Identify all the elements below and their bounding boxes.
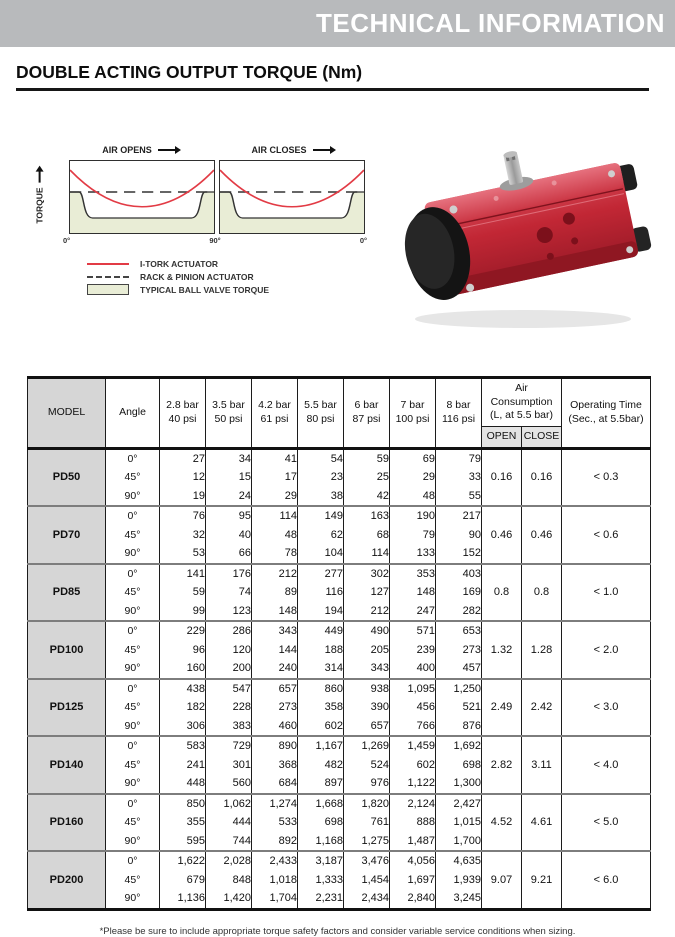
torque-value: 560 [206, 774, 252, 794]
angle-value: 0° [106, 564, 160, 584]
torque-value: 48 [390, 487, 436, 507]
torque-value: 104 [298, 544, 344, 564]
x-label-0deg: 0° [63, 236, 71, 245]
angle-value: 45° [106, 641, 160, 660]
torque-value: 228 [206, 698, 252, 717]
torque-value: 89 [252, 583, 298, 602]
torque-value: 403 [436, 564, 482, 584]
torque-axis-text: TORQUE [34, 187, 45, 224]
legend-item-ball-valve [87, 284, 365, 295]
torque-value: 1,333 [298, 871, 344, 890]
air-opens-panel [69, 160, 215, 234]
torque-value: 1,820 [344, 794, 390, 814]
torque-value: 653 [436, 621, 482, 641]
torque-value: 1,136 [160, 889, 206, 909]
torque-value: 273 [436, 641, 482, 660]
torque-value: 163 [344, 506, 390, 526]
air-opens-curves [70, 161, 214, 233]
torque-value: 273 [252, 698, 298, 717]
torque-value: 2,433 [252, 851, 298, 871]
torque-value: 29 [390, 468, 436, 487]
torque-value: 194 [298, 602, 344, 622]
torque-value: 314 [298, 659, 344, 679]
torque-value: 176 [206, 564, 252, 584]
angle-value: 90° [106, 544, 160, 564]
torque-value: 976 [344, 774, 390, 794]
torque-value: 48 [252, 526, 298, 545]
angle-value: 90° [106, 602, 160, 622]
air-open-value: 1.32 [482, 621, 522, 679]
right-arrow-icon [158, 149, 176, 151]
angle-value: 90° [106, 889, 160, 909]
torque-value: 149 [298, 506, 344, 526]
col-header-angle: Angle [106, 378, 160, 449]
torque-value: 247 [390, 602, 436, 622]
torque-value: 38 [298, 487, 344, 507]
actuator-illustration [395, 133, 657, 335]
torque-value: 449 [298, 621, 344, 641]
legend-label: RACK & PINION ACTUATOR [140, 271, 254, 282]
torque-value: 571 [390, 621, 436, 641]
operating-time-value: < 0.3 [562, 448, 651, 506]
air-close-value: 1.28 [522, 621, 562, 679]
air-closes-curves [220, 161, 364, 233]
air-close-value: 0.8 [522, 564, 562, 622]
torque-value: 12 [160, 468, 206, 487]
torque-value: 698 [298, 813, 344, 832]
model-name-pd100: PD100 [28, 621, 106, 679]
torque-value: 212 [252, 564, 298, 584]
torque-value: 448 [160, 774, 206, 794]
torque-value: 1,167 [298, 736, 344, 756]
col-header-model: MODEL [28, 378, 106, 449]
torque-value: 123 [206, 602, 252, 622]
torque-value: 169 [436, 583, 482, 602]
torque-value: 457 [436, 659, 482, 679]
torque-value: 152 [436, 544, 482, 564]
angle-value: 90° [106, 717, 160, 737]
title-block [16, 62, 675, 91]
legend-item-itork [87, 259, 365, 269]
torque-value: 306 [160, 717, 206, 737]
torque-value: 120 [206, 641, 252, 660]
torque-value: 212 [344, 602, 390, 622]
torque-value: 744 [206, 832, 252, 852]
table-header [28, 378, 651, 449]
operating-time-value: < 5.0 [562, 794, 651, 852]
torque-value: 761 [344, 813, 390, 832]
header-band [0, 0, 675, 47]
col-header-open: OPEN [482, 426, 522, 448]
angle-value: 90° [106, 832, 160, 852]
torque-value: 114 [252, 506, 298, 526]
y-axis-label [35, 170, 45, 223]
table-row [28, 564, 651, 584]
torque-value: 40 [206, 526, 252, 545]
torque-value: 1,459 [390, 736, 436, 756]
torque-value: 1,454 [344, 871, 390, 890]
angle-value: 45° [106, 698, 160, 717]
torque-value: 343 [344, 659, 390, 679]
torque-value: 141 [160, 564, 206, 584]
torque-value: 17 [252, 468, 298, 487]
torque-value: 1,250 [436, 679, 482, 699]
torque-value: 200 [206, 659, 252, 679]
torque-value: 79 [390, 526, 436, 545]
col-header-pressure-5: 6 bar 87 psi [344, 378, 390, 449]
torque-value: 62 [298, 526, 344, 545]
torque-value: 657 [252, 679, 298, 699]
torque-value: 1,062 [206, 794, 252, 814]
torque-value: 27 [160, 448, 206, 468]
torque-value: 4,635 [436, 851, 482, 871]
torque-value: 205 [344, 641, 390, 660]
operating-time-value: < 6.0 [562, 851, 651, 909]
up-arrow-icon [39, 170, 41, 182]
x-label-90deg: 90° [209, 236, 221, 245]
operating-time-value: < 0.6 [562, 506, 651, 564]
torque-value: 1,700 [436, 832, 482, 852]
angle-value: 0° [106, 448, 160, 468]
x-axis-labels [65, 234, 365, 246]
air-closes-label: AIR CLOSES [251, 145, 307, 155]
air-close-value: 0.16 [522, 448, 562, 506]
band-title: TECHNICAL INFORMATION [316, 8, 665, 38]
torque-value: 229 [160, 621, 206, 641]
table-body [28, 448, 651, 909]
torque-value: 68 [344, 526, 390, 545]
torque-value: 239 [390, 641, 436, 660]
legend-item-rack-pinion [87, 272, 365, 282]
air-close-value: 4.61 [522, 794, 562, 852]
torque-value: 29 [252, 487, 298, 507]
torque-value: 76 [160, 506, 206, 526]
page-title: DOUBLE ACTING OUTPUT TORQUE (Nm) [16, 62, 363, 82]
panel-title-air-closes [217, 143, 365, 157]
torque-value: 1,668 [298, 794, 344, 814]
operating-time-value: < 3.0 [562, 679, 651, 737]
torque-value: 190 [390, 506, 436, 526]
col-header-pressure-3: 4.2 bar 61 psi [252, 378, 298, 449]
air-open-value: 0.16 [482, 448, 522, 506]
torque-value: 1,420 [206, 889, 252, 909]
air-open-value: 9.07 [482, 851, 522, 909]
torque-value: 182 [160, 698, 206, 717]
torque-value: 1,269 [344, 736, 390, 756]
torque-value: 888 [390, 813, 436, 832]
angle-value: 45° [106, 583, 160, 602]
model-name-pd125: PD125 [28, 679, 106, 737]
torque-value: 33 [436, 468, 482, 487]
torque-value: 3,245 [436, 889, 482, 909]
torque-value: 368 [252, 756, 298, 775]
torque-value: 1,018 [252, 871, 298, 890]
col-header-operating-time: Operating Time (Sec., at 5.5bar) [562, 378, 651, 449]
plot-area [35, 160, 365, 234]
torque-value: 400 [390, 659, 436, 679]
torque-value: 53 [160, 544, 206, 564]
angle-value: 0° [106, 794, 160, 814]
torque-value: 850 [160, 794, 206, 814]
torque-value: 1,692 [436, 736, 482, 756]
torque-value: 1,095 [390, 679, 436, 699]
figure-row [35, 143, 657, 340]
operating-time-value: < 4.0 [562, 736, 651, 794]
torque-value: 1,939 [436, 871, 482, 890]
angle-value: 45° [106, 813, 160, 832]
torque-value: 95 [206, 506, 252, 526]
dashed-line-swatch [87, 276, 129, 278]
air-opens-label: AIR OPENS [102, 145, 152, 155]
torque-value: 890 [252, 736, 298, 756]
torque-value: 55 [436, 487, 482, 507]
torque-curve-diagram [35, 143, 365, 295]
model-name-pd70: PD70 [28, 506, 106, 564]
torque-value: 41 [252, 448, 298, 468]
panel-title-air-opens [65, 143, 213, 157]
col-header-pressure-7: 8 bar 116 psi [436, 378, 482, 449]
angle-value: 0° [106, 736, 160, 756]
torque-value: 99 [160, 602, 206, 622]
torque-value: 96 [160, 641, 206, 660]
torque-value: 533 [252, 813, 298, 832]
model-name-pd140: PD140 [28, 736, 106, 794]
torque-value: 282 [436, 602, 482, 622]
torque-value: 657 [344, 717, 390, 737]
torque-value: 355 [160, 813, 206, 832]
torque-value: 876 [436, 717, 482, 737]
actuator-photo [395, 133, 657, 340]
torque-value: 684 [252, 774, 298, 794]
air-open-value: 4.52 [482, 794, 522, 852]
air-close-value: 2.42 [522, 679, 562, 737]
torque-value: 602 [298, 717, 344, 737]
air-open-value: 2.82 [482, 736, 522, 794]
air-close-value: 9.21 [522, 851, 562, 909]
torque-value: 240 [252, 659, 298, 679]
torque-value: 848 [206, 871, 252, 890]
torque-value: 114 [344, 544, 390, 564]
torque-value: 938 [344, 679, 390, 699]
col-header-air-consumption: Air Consumption (L, at 5.5 bar) [482, 378, 562, 427]
model-name-pd85: PD85 [28, 564, 106, 622]
torque-value: 456 [390, 698, 436, 717]
torque-value: 301 [206, 756, 252, 775]
torque-value: 4,056 [390, 851, 436, 871]
torque-value: 23 [298, 468, 344, 487]
col-header-pressure-4: 5.5 bar 80 psi [298, 378, 344, 449]
torque-value: 490 [344, 621, 390, 641]
torque-value: 679 [160, 871, 206, 890]
legend [87, 259, 365, 295]
torque-value: 1,274 [252, 794, 298, 814]
torque-value: 1,015 [436, 813, 482, 832]
torque-value: 19 [160, 487, 206, 507]
torque-value: 3,187 [298, 851, 344, 871]
torque-value: 2,840 [390, 889, 436, 909]
torque-value: 1,122 [390, 774, 436, 794]
angle-value: 45° [106, 756, 160, 775]
torque-value: 24 [206, 487, 252, 507]
angle-value: 0° [106, 621, 160, 641]
torque-value: 188 [298, 641, 344, 660]
table-row [28, 448, 651, 468]
torque-value: 1,697 [390, 871, 436, 890]
torque-value: 302 [344, 564, 390, 584]
col-header-pressure-2: 3.5 bar 50 psi [206, 378, 252, 449]
torque-value: 1,704 [252, 889, 298, 909]
torque-value: 241 [160, 756, 206, 775]
air-open-value: 0.46 [482, 506, 522, 564]
torque-value: 860 [298, 679, 344, 699]
torque-value: 1,275 [344, 832, 390, 852]
angle-value: 90° [106, 774, 160, 794]
torque-value: 25 [344, 468, 390, 487]
col-header-close: CLOSE [522, 426, 562, 448]
table-row [28, 851, 651, 871]
torque-value: 383 [206, 717, 252, 737]
table-row [28, 736, 651, 756]
angle-value: 0° [106, 679, 160, 699]
angle-value: 0° [106, 506, 160, 526]
air-close-value: 0.46 [522, 506, 562, 564]
model-name-pd160: PD160 [28, 794, 106, 852]
torque-value: 66 [206, 544, 252, 564]
torque-value: 595 [160, 832, 206, 852]
angle-value: 0° [106, 851, 160, 871]
green-area-swatch [87, 284, 129, 295]
table-row [28, 506, 651, 526]
angle-value: 45° [106, 526, 160, 545]
torque-value: 277 [298, 564, 344, 584]
torque-value: 69 [390, 448, 436, 468]
air-close-value: 3.11 [522, 736, 562, 794]
torque-value: 343 [252, 621, 298, 641]
torque-value: 602 [390, 756, 436, 775]
torque-value: 353 [390, 564, 436, 584]
torque-value: 42 [344, 487, 390, 507]
torque-value: 1,168 [298, 832, 344, 852]
table-row [28, 621, 651, 641]
torque-value: 897 [298, 774, 344, 794]
torque-value: 59 [160, 583, 206, 602]
torque-value: 127 [344, 583, 390, 602]
col-header-pressure-6: 7 bar 100 psi [390, 378, 436, 449]
x-label-0deg-right: 0° [359, 236, 367, 245]
torque-value: 217 [436, 506, 482, 526]
angle-value: 45° [106, 871, 160, 890]
torque-value: 15 [206, 468, 252, 487]
angle-value: 90° [106, 487, 160, 507]
torque-value: 390 [344, 698, 390, 717]
torque-value: 32 [160, 526, 206, 545]
torque-value: 79 [436, 448, 482, 468]
torque-value: 34 [206, 448, 252, 468]
title-underline [16, 88, 649, 91]
torque-value: 1,622 [160, 851, 206, 871]
table-row [28, 679, 651, 699]
torque-value: 482 [298, 756, 344, 775]
operating-time-value: < 1.0 [562, 564, 651, 622]
torque-value: 2,028 [206, 851, 252, 871]
footnote: *Please be sure to include appropriate torque safety factors and consider variable service conditions when sizing. [99, 925, 576, 937]
torque-value: 133 [390, 544, 436, 564]
torque-value: 116 [298, 583, 344, 602]
torque-value: 2,434 [344, 889, 390, 909]
air-open-value: 0.8 [482, 564, 522, 622]
torque-value: 2,124 [390, 794, 436, 814]
torque-value: 547 [206, 679, 252, 699]
col-header-pressure-1: 2.8 bar 40 psi [160, 378, 206, 449]
torque-value: 59 [344, 448, 390, 468]
torque-value: 358 [298, 698, 344, 717]
model-name-pd200: PD200 [28, 851, 106, 909]
operating-time-value: < 2.0 [562, 621, 651, 679]
torque-value: 286 [206, 621, 252, 641]
torque-value: 160 [160, 659, 206, 679]
torque-value: 2,231 [298, 889, 344, 909]
torque-value: 521 [436, 698, 482, 717]
torque-value: 444 [206, 813, 252, 832]
air-open-value: 2.49 [482, 679, 522, 737]
legend-label: I-TORK ACTUATOR [140, 259, 219, 269]
torque-value: 144 [252, 641, 298, 660]
table-row [28, 794, 651, 814]
torque-value: 90 [436, 526, 482, 545]
right-arrow-icon [313, 149, 331, 151]
torque-value: 2,427 [436, 794, 482, 814]
angle-value: 45° [106, 468, 160, 487]
torque-value: 524 [344, 756, 390, 775]
torque-value: 729 [206, 736, 252, 756]
torque-value: 78 [252, 544, 298, 564]
torque-table [27, 376, 651, 911]
torque-value: 1,300 [436, 774, 482, 794]
panel-titles [65, 143, 365, 157]
legend-label: TYPICAL BALL VALVE TORQUE [140, 284, 270, 295]
torque-value: 892 [252, 832, 298, 852]
torque-value: 583 [160, 736, 206, 756]
torque-value: 54 [298, 448, 344, 468]
red-line-swatch [87, 263, 129, 265]
air-closes-panel [219, 160, 365, 234]
torque-value: 766 [390, 717, 436, 737]
torque-value: 1,487 [390, 832, 436, 852]
y-axis [35, 160, 65, 234]
torque-value: 698 [436, 756, 482, 775]
torque-value: 148 [252, 602, 298, 622]
torque-value: 148 [390, 583, 436, 602]
torque-value: 74 [206, 583, 252, 602]
model-name-pd50: PD50 [28, 448, 106, 506]
torque-value: 438 [160, 679, 206, 699]
torque-value: 460 [252, 717, 298, 737]
angle-value: 90° [106, 659, 160, 679]
torque-value: 3,476 [344, 851, 390, 871]
